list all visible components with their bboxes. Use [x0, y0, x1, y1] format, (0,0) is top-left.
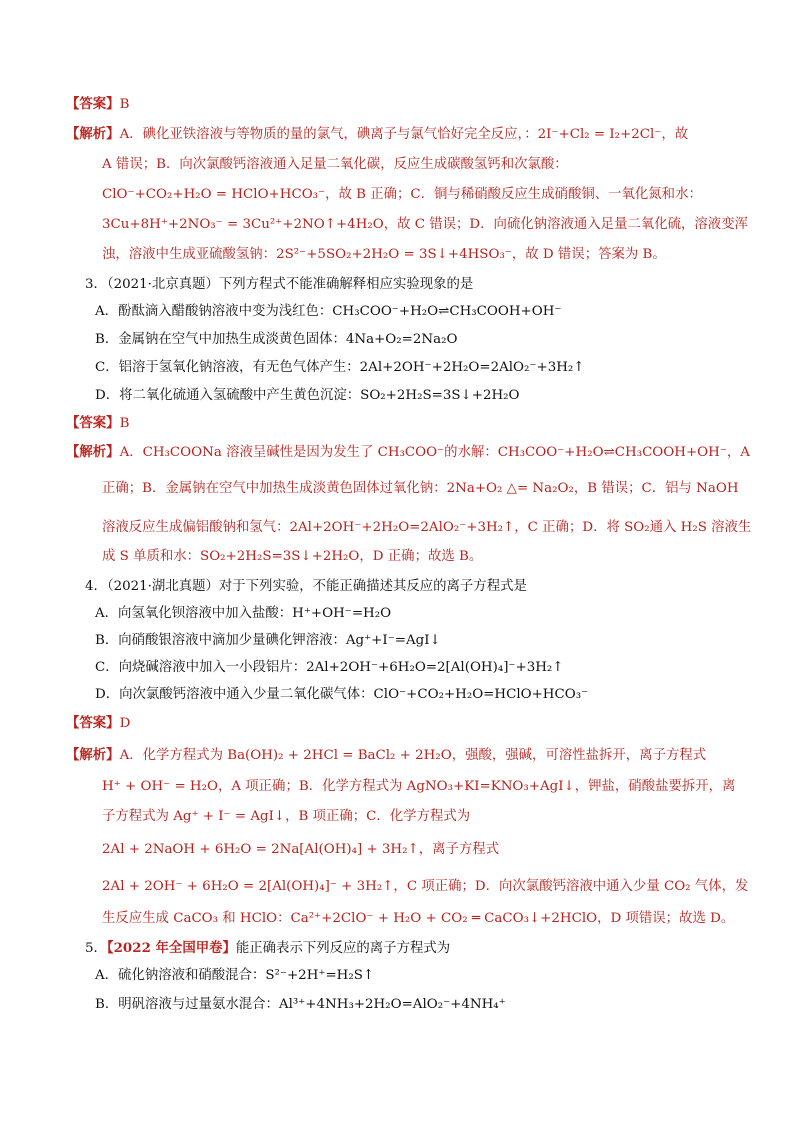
answer-tag: 【答案】: [66, 415, 120, 431]
analysis-tag: 【解析】: [66, 444, 120, 460]
analysis-text: 溶液反应生成偏铝酸钠和氢气：2Al+2OH⁻+2H₂O=2AlO₂⁻+3H₂↑，C 正确；D．将 SO₂通入 H₂S 溶液生: [102, 520, 752, 535]
option-a: A．硫化钠溶液和硝酸混合：S²⁻+2H⁺=H₂S↑: [95, 968, 375, 983]
question-stem: [85, 938, 450, 959]
analysis-text: A．碘化亚铁溶液与等物质的量的氯气，碘离子与氯气恰好完全反应，：2I⁻+Cl₂ = I₂+2Cl⁻，故: [119, 127, 689, 142]
option-a: A．向氢氧化钡溶液中加入盐酸：H⁺+OH⁻=H₂O: [95, 606, 392, 621]
answer-value: B: [119, 97, 130, 112]
answer-line: [66, 713, 130, 734]
analysis-text: 成 S 单质和水：SO₂+2H₂S=3S↓+2H₂O，D 正确；故选 B。: [102, 549, 483, 564]
option-c: C．铝溶于氢氧化钠溶液，有无色气体产生：2Al+2OH⁻+2H₂O=2AlO₂⁻+3H₂↑: [95, 360, 585, 375]
analysis-text: 2Al + 2OH⁻ + 6H₂O = 2[Al(OH)₄]⁻ + 3H₂↑，C 项正确；D．向次氯酸钙溶液中通入少量 CO₂ 气体，发: [102, 879, 749, 894]
analysis-tag: 【解析】: [66, 747, 120, 763]
answer-tag: 【答案】: [66, 96, 120, 112]
analysis-line: [66, 442, 750, 463]
analysis-text: 2Al + 2NaOH + 6H₂O = 2Na[Al(OH)₄] + 3H₂↑，离子方程式: [102, 842, 500, 857]
analysis-text: A．化学方程式为 Ba(OH)₂ + 2HCl = BaCl₂ + 2H₂O，强酸，强碱，可溶性盐拆开，离子方程式: [119, 748, 707, 763]
analysis-text: 子方程式为 Ag⁺ + I⁻ = AgI↓，B 项正确；C．化学方程式为: [102, 809, 471, 824]
analysis-text: 3Cu+8H⁺+2NO₃⁻ = 3Cu²⁺+2NO↑+4H₂O，故 C 错误；D．向硫化钠溶液通入足量二氧化硫，溶液变浑: [102, 217, 748, 232]
answer-value: D: [119, 716, 131, 731]
option-c: C．向烧碱溶液中加入一小段铝片：2Al+2OH⁻+6H₂O=2[Al(OH)₄]⁻+3H₂↑: [95, 660, 564, 675]
analysis-text: 正确；B．金属钠在空气中加热生成淡黄色固体过氧化钠：2Na+O₂ △= Na₂O₂，B 错误；C．铝与 NaOH: [102, 481, 739, 496]
option-b: B．金属钠在空气中加热生成淡黄色固体：4Na+O₂=2Na₂O: [95, 332, 458, 347]
answer-tag: 【答案】: [66, 715, 120, 731]
question-text: 能正确表示下列反应的离子方程式为: [235, 941, 451, 956]
option-d: D．向次氯酸钙溶液中通入少量二氧化碳气体：ClO⁻+CO₂+H₂O=HClO+HCO₃⁻: [95, 687, 589, 702]
answer-value: B: [119, 416, 130, 431]
analysis-text: A 错误；B．向次氯酸钙溶液通入足量二氧化碳，反应生成碳酸氢钙和次氯酸：: [102, 157, 568, 172]
question-stem: 3．（2021·北京真题）下列方程式不能准确解释相应实验现象的是: [85, 277, 474, 292]
option-a: A．酚酞滴入醋酸钠溶液中变为浅红色：CH₃COO⁻+H₂O⇌CH₃COOH+OH⁻: [95, 304, 562, 319]
analysis-text: A．CH₃COONa 溶液呈碱性是因为发生了 CH₃COO⁻的水解：CH₃COO⁻+H₂O⇌CH₃COOH+OH⁻，A: [119, 445, 750, 460]
option-b: B．明矾溶液与过量氨水混合：Al³⁺+4NH₃+2H₂O=AlO₂⁻+4NH₄⁺: [95, 997, 506, 1012]
option-d: D．将二氧化硫通入氢硫酸中产生黄色沉淀：SO₂+2H₂S=3S↓+2H₂O: [95, 388, 520, 403]
analysis-text: 生反应生成 CaCO₃ 和 HClO：Ca²⁺+2ClO⁻ + H₂O + CO₂ ═ CaCO₃↓+2HClO，D 项错误；故选 D。: [102, 911, 735, 926]
question-stem: 4．（2021·湖北真题）对于下列实验，不能正确描述其反应的离子方程式是: [85, 579, 527, 594]
question-number: 5．: [85, 941, 107, 956]
analysis-text: H⁺ + OH⁻ = H₂O，A 项正确；B．化学方程式为 AgNO₃+KI=KNO₃+AgI↓，钾盐，硝酸盐要拆开，离: [102, 779, 736, 794]
analysis-tag: 【解析】: [66, 126, 120, 142]
question-source: 【2022 年全国甲卷】: [106, 940, 236, 956]
option-b: B．向硝酸银溶液中滴加少量碘化钾溶液：Ag⁺+I⁻=AgI↓: [95, 633, 441, 648]
analysis-line: [66, 124, 688, 145]
analysis-text: ClO⁻+CO₂+H₂O = HClO+HCO₃⁻，故 B 正确；C．铜与稀硝酸反应生成硝酸铜、一氧化氮和水：: [102, 187, 702, 202]
answer-line: [66, 94, 129, 115]
analysis-text: 浊，溶液中生成亚硫酸氢钠：2S²⁻+5SO₂+2H₂O = 3S↓+4HSO₃⁻，故 D 错误；答案为 B。: [102, 247, 666, 262]
answer-line: [66, 413, 129, 434]
analysis-line: [66, 745, 706, 766]
